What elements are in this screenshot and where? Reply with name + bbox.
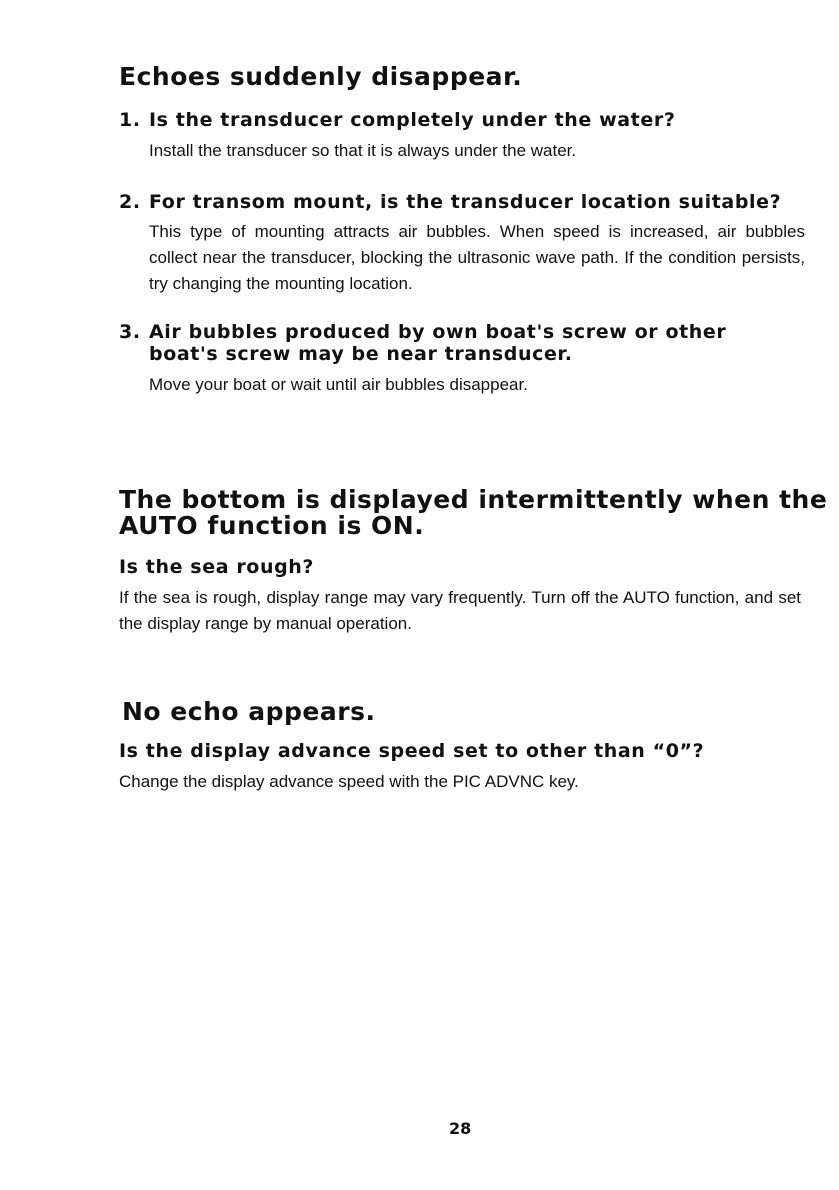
item-3-question-line1: Air bubbles produced by own boat's screw or other	[149, 321, 727, 343]
section-heading-bottom-intermittent-line1: The bottom is displayed intermittently when the	[119, 485, 828, 514]
sea-rough-answer: If the sea is rough, display range may vary frequently. Turn off the AUTO function, and set the display range by manual operation.	[119, 588, 801, 633]
item-2-question	[119, 191, 781, 213]
section-heading-echoes-disappear: Echoes suddenly disappear.	[119, 62, 523, 91]
item-1-answer: Install the transducer so that it is always under the water.	[149, 141, 577, 160]
page-number: 28	[449, 1119, 472, 1138]
item-1-number: 1.	[119, 109, 141, 131]
item-2-answer: This type of mounting attracts air bubbles. When speed is increased, air bubbles collect near the transducer, blocking the ultrasonic wave path. If the condition persists, try changing the mounting location.	[149, 222, 805, 293]
section-heading-no-echo: No echo appears.	[122, 697, 376, 726]
advance-speed-answer: Change the display advance speed with the PIC ADVNC key.	[119, 772, 579, 791]
item-2-number: 2.	[119, 191, 141, 213]
item-1-question	[119, 109, 675, 131]
item-3-question	[119, 321, 726, 343]
advance-speed-question: Is the display advance speed set to other than “0”?	[119, 740, 705, 762]
item-2-question-text: For transom mount, is the transducer location suitable?	[149, 191, 782, 213]
item-1-question-text: Is the transducer completely under the water?	[149, 109, 676, 131]
item-3-question-line2: boat's screw may be near transducer.	[149, 343, 573, 365]
sea-rough-question: Is the sea rough?	[119, 556, 315, 578]
item-3-number: 3.	[119, 321, 141, 343]
item-3-answer: Move your boat or wait until air bubbles disappear.	[149, 375, 528, 394]
section-heading-bottom-intermittent-line2: AUTO function is ON.	[119, 511, 425, 540]
